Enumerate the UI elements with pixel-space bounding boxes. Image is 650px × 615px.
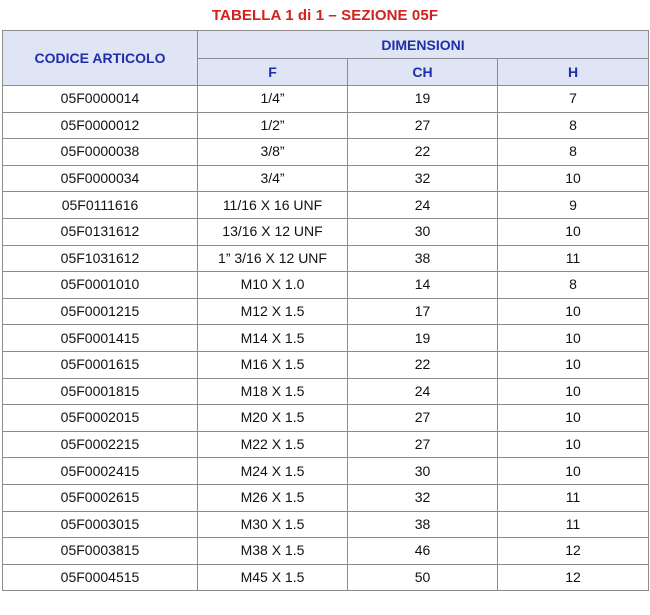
cell-f: 3/8” bbox=[198, 139, 348, 166]
cell-f: M30 X 1.5 bbox=[198, 511, 348, 538]
cell-f: M45 X 1.5 bbox=[198, 564, 348, 591]
cell-ch: 24 bbox=[348, 192, 498, 219]
table-row bbox=[3, 245, 649, 272]
table-title: TABELLA 1 di 1 – SEZIONE 05F bbox=[211, 7, 439, 24]
cell-f: M14 X 1.5 bbox=[198, 325, 348, 352]
cell-ch: 27 bbox=[348, 405, 498, 432]
table-row bbox=[3, 298, 649, 325]
cell-code: 05F0003815 bbox=[3, 538, 198, 565]
table-row bbox=[3, 351, 649, 378]
table-row bbox=[3, 165, 649, 192]
table-row bbox=[3, 112, 649, 139]
dimensions-table bbox=[2, 30, 649, 591]
cell-code: 05F0002415 bbox=[3, 458, 198, 485]
cell-code: 05F1031612 bbox=[3, 245, 198, 272]
cell-code: 05F0003015 bbox=[3, 511, 198, 538]
cell-ch: 22 bbox=[348, 139, 498, 166]
cell-f: M18 X 1.5 bbox=[198, 378, 348, 405]
cell-h: 11 bbox=[498, 245, 649, 272]
cell-code: 05F0000014 bbox=[3, 86, 198, 113]
table-row bbox=[3, 431, 649, 458]
table-row bbox=[3, 458, 649, 485]
cell-code: 05F0001415 bbox=[3, 325, 198, 352]
cell-h: 11 bbox=[498, 511, 649, 538]
table-row bbox=[3, 218, 649, 245]
cell-h: 12 bbox=[498, 538, 649, 565]
cell-ch: 32 bbox=[348, 484, 498, 511]
cell-code: 05F0002215 bbox=[3, 431, 198, 458]
cell-h: 10 bbox=[498, 325, 649, 352]
cell-code: 05F0131612 bbox=[3, 218, 198, 245]
cell-code: 05F0000038 bbox=[3, 139, 198, 166]
header-h: H bbox=[498, 59, 649, 86]
cell-code: 05F0001815 bbox=[3, 378, 198, 405]
cell-f: 3/4” bbox=[198, 165, 348, 192]
cell-code: 05F0111616 bbox=[3, 192, 198, 219]
table-row bbox=[3, 484, 649, 511]
cell-h: 8 bbox=[498, 139, 649, 166]
table-row bbox=[3, 538, 649, 565]
cell-ch: 46 bbox=[348, 538, 498, 565]
table-row bbox=[3, 192, 649, 219]
cell-h: 10 bbox=[498, 405, 649, 432]
table-row bbox=[3, 86, 649, 113]
cell-code: 05F0001215 bbox=[3, 298, 198, 325]
cell-code: 05F0004515 bbox=[3, 564, 198, 591]
cell-f: 11/16 X 16 UNF bbox=[198, 192, 348, 219]
header-f: F bbox=[198, 59, 348, 86]
table-row bbox=[3, 405, 649, 432]
cell-f: 1” 3/16 X 12 UNF bbox=[198, 245, 348, 272]
cell-f: M38 X 1.5 bbox=[198, 538, 348, 565]
table-row bbox=[3, 272, 649, 299]
cell-h: 10 bbox=[498, 351, 649, 378]
header-dimensions: DIMENSIONI bbox=[198, 31, 649, 59]
table-row bbox=[3, 564, 649, 591]
cell-h: 10 bbox=[498, 165, 649, 192]
cell-ch: 30 bbox=[348, 458, 498, 485]
cell-ch: 27 bbox=[348, 431, 498, 458]
cell-code: 05F0002615 bbox=[3, 484, 198, 511]
cell-h: 10 bbox=[498, 218, 649, 245]
cell-ch: 27 bbox=[348, 112, 498, 139]
cell-f: 1/4” bbox=[198, 86, 348, 113]
cell-h: 9 bbox=[498, 192, 649, 219]
cell-f: M12 X 1.5 bbox=[198, 298, 348, 325]
cell-code: 05F0000034 bbox=[3, 165, 198, 192]
cell-f: M26 X 1.5 bbox=[198, 484, 348, 511]
cell-ch: 19 bbox=[348, 325, 498, 352]
cell-ch: 22 bbox=[348, 351, 498, 378]
cell-code: 05F0002015 bbox=[3, 405, 198, 432]
cell-f: M20 X 1.5 bbox=[198, 405, 348, 432]
cell-ch: 24 bbox=[348, 378, 498, 405]
cell-h: 11 bbox=[498, 484, 649, 511]
cell-h: 7 bbox=[498, 86, 649, 113]
cell-h: 10 bbox=[498, 431, 649, 458]
table-row bbox=[3, 511, 649, 538]
cell-h: 10 bbox=[498, 458, 649, 485]
cell-ch: 14 bbox=[348, 272, 498, 299]
cell-ch: 38 bbox=[348, 245, 498, 272]
cell-ch: 19 bbox=[348, 86, 498, 113]
header-code: CODICE ARTICOLO bbox=[3, 31, 198, 86]
cell-f: M22 X 1.5 bbox=[198, 431, 348, 458]
cell-ch: 38 bbox=[348, 511, 498, 538]
cell-h: 10 bbox=[498, 298, 649, 325]
table-row bbox=[3, 325, 649, 352]
cell-f: M10 X 1.0 bbox=[198, 272, 348, 299]
cell-code: 05F0000012 bbox=[3, 112, 198, 139]
cell-code: 05F0001615 bbox=[3, 351, 198, 378]
table-row bbox=[3, 378, 649, 405]
cell-f: M24 X 1.5 bbox=[198, 458, 348, 485]
cell-h: 10 bbox=[498, 378, 649, 405]
cell-ch: 32 bbox=[348, 165, 498, 192]
cell-h: 8 bbox=[498, 272, 649, 299]
cell-code: 05F0001010 bbox=[3, 272, 198, 299]
table-row bbox=[3, 139, 649, 166]
cell-ch: 50 bbox=[348, 564, 498, 591]
cell-f: 1/2” bbox=[198, 112, 348, 139]
header-ch: CH bbox=[348, 59, 498, 86]
cell-h: 12 bbox=[498, 564, 649, 591]
cell-ch: 30 bbox=[348, 218, 498, 245]
cell-ch: 17 bbox=[348, 298, 498, 325]
cell-f: M16 X 1.5 bbox=[198, 351, 348, 378]
cell-h: 8 bbox=[498, 112, 649, 139]
cell-f: 13/16 X 12 UNF bbox=[198, 218, 348, 245]
table-body bbox=[3, 86, 649, 591]
